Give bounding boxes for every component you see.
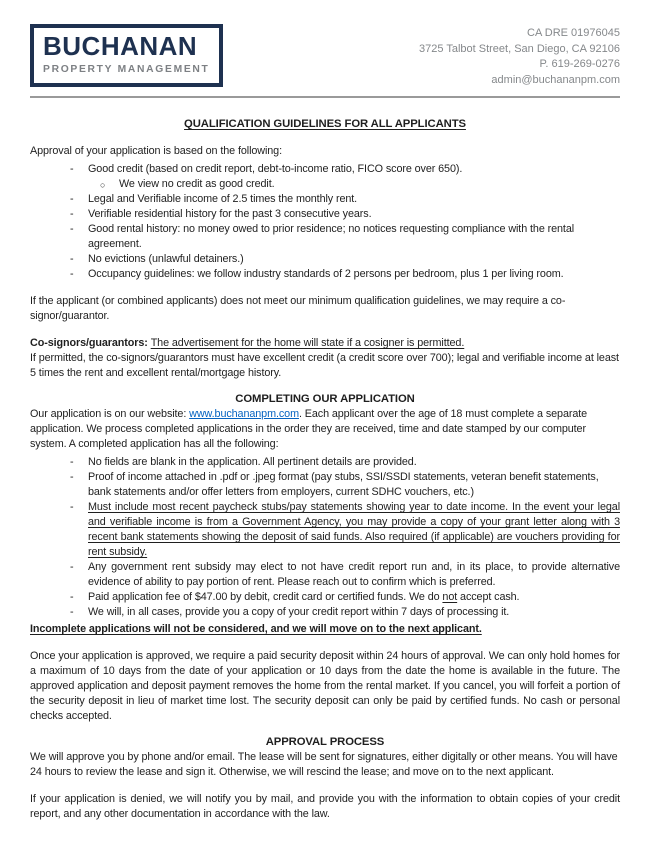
text-segment: . Each applicant over the age of 18 must complete a separate application. We process completed applications in the order they are received, time and date stamped by our computer system. A completed application has all the following: <box>30 408 588 450</box>
dash-bullet-icon: - <box>70 471 74 483</box>
text-segment: Our application is on our website: <box>30 408 190 420</box>
license-number: CA DRE 01976045 <box>527 27 620 39</box>
dash-bullet-icon: - <box>70 253 74 265</box>
text-segment: Paid application fee of $47.00 by debit, credit card or certified funds. We do <box>88 591 443 603</box>
list-item <box>30 267 620 282</box>
document-title: QUALIFICATION GUIDELINES FOR ALL APPLICANTS <box>184 118 466 130</box>
completing-application-heading: COMPLETING OUR APPLICATION <box>235 393 415 405</box>
security-deposit-paragraph: Once your application is approved, we require a paid security deposit within 24 hours of approval. We can only hold homes for a maximum of 10 days from the date of your application or 10 days from the date the home is available in the future. The approved application and deposit payment removes the home from the rental market. If you cancel, you will forfeit a portion of the security deposit in lieu of market time lost. The security deposit can only be paid by certified funds. No cash or personal checks accepted. <box>30 650 620 722</box>
list-item <box>30 252 620 267</box>
text-segment: accept cash. <box>457 591 520 603</box>
dash-bullet-icon: - <box>70 268 74 280</box>
list-item-text <box>88 162 620 177</box>
sub-list-item <box>30 177 620 192</box>
qualification-list <box>30 162 620 282</box>
completing-application-intro <box>30 407 620 452</box>
list-item-text <box>88 605 620 620</box>
list-item-text <box>119 177 620 192</box>
list-item <box>30 162 620 177</box>
text-segment: Occupancy guidelines: we follow industry standards of 2 persons per bedroom, plus 1 per living room. <box>88 268 564 280</box>
email-address: admin@buchananpm.com <box>491 73 620 86</box>
dash-bullet-icon: - <box>70 591 74 603</box>
circle-bullet-icon: ○ <box>100 180 106 190</box>
list-item-text <box>88 207 620 222</box>
list-item-text <box>88 590 620 605</box>
dash-bullet-icon: - <box>70 223 74 235</box>
list-item <box>30 590 620 605</box>
list-item-text <box>88 560 620 590</box>
list-item-text <box>88 222 620 252</box>
text-segment: Good credit (based on credit report, debt-to-income ratio, FICO score over 650). <box>88 163 463 175</box>
logo-company-name: BUCHANAN <box>43 31 198 61</box>
list-item <box>30 560 620 590</box>
dash-bullet-icon: - <box>70 501 74 513</box>
list-item-text <box>88 192 620 207</box>
list-item-text <box>88 455 620 470</box>
completing-application-list <box>30 455 620 620</box>
text-segment: Co-signors/guarantors: <box>30 337 151 349</box>
text-segment: We will, in all cases, provide you a copy of your credit report within 7 days of processing it. <box>88 606 510 618</box>
denial-notification-paragraph: If your application is denied, we will notify you by mail, and provide you with the information to obtain copies of your credit report, and any other documentation in accordance with the law. <box>30 793 620 820</box>
dash-bullet-icon: - <box>70 561 74 573</box>
text-segment: Must include most recent paycheck stubs/pay statements showing year to date income. In the event your legal and verifiable income is from a Government Agency, you may provide a copy of your grant letter along with 3 recent bank statements showing the deposit of said funds. Also required (if applicable) are vouchers providing for rent subsidy. <box>88 501 620 558</box>
text-segment: Any government rent subsidy may elect to not have credit report run and, in its place, to provide alternative evidence of ability to pay portion of rent. Please reach out to confirm which is preferred. <box>88 561 620 588</box>
contact-info <box>419 22 620 88</box>
dash-bullet-icon: - <box>70 193 74 205</box>
text-segment: Proof of income attached in .pdf or .jpeg format (pay stubs, SSI/SSDI statements, veteran benefit statements, bank statements and/or offer letters from employers, current SDHC vouchers, etc.) <box>88 471 599 498</box>
text-segment: Verifiable residential history for the past 3 consecutive years. <box>88 208 372 220</box>
letterhead <box>30 22 620 98</box>
text-segment: Legal and Verifiable income of 2.5 times the monthly rent. <box>88 193 358 205</box>
list-item <box>30 222 620 252</box>
text-segment: The advertisement for the home will state if a cosigner is permitted. <box>150 337 465 349</box>
list-item <box>30 605 620 620</box>
list-item <box>30 207 620 222</box>
dash-bullet-icon: - <box>70 163 74 175</box>
list-item-text <box>88 267 620 282</box>
dash-bullet-icon: - <box>70 208 74 220</box>
list-item <box>30 192 620 207</box>
cosigner-requirement-note: If the applicant (or combined applicants) does not meet our minimum qualification guidelines, we may require a co-signor/guarantor. <box>30 295 566 322</box>
logo-tagline: PROPERTY MANAGEMENT <box>43 64 210 75</box>
approval-process-heading: APPROVAL PROCESS <box>265 736 385 748</box>
approval-process-paragraph: We will approve you by phone and/or email. The lease will be sent for signatures, either digitally or other means. You will have 24 hours to review the lease and sign it. Otherwise, we will rescind the lease; and move on to the next applicant. <box>30 751 618 778</box>
website-link[interactable]: www.buchananpm.com <box>189 408 299 420</box>
phone-number: P. 619-269-0276 <box>539 58 620 70</box>
dash-bullet-icon: - <box>70 606 74 618</box>
list-item <box>30 470 620 500</box>
list-item-text <box>88 470 620 500</box>
list-item-text <box>88 252 620 267</box>
company-logo <box>30 24 223 87</box>
cosigner-policy-line <box>30 336 620 351</box>
dash-bullet-icon: - <box>70 456 74 468</box>
cosigner-credit-requirements: If permitted, the co-signors/guarantors must have excellent credit (a credit score over 700); legal and verifiable income at least 5 times the rent and excellent rental/mortgage history. <box>30 352 619 379</box>
text-segment: not <box>442 591 458 603</box>
approval-criteria-intro: Approval of your application is based on the following: <box>30 145 282 157</box>
list-item <box>30 455 620 470</box>
list-item-text <box>88 500 620 560</box>
text-segment: No evictions (unlawful detainers.) <box>88 253 244 265</box>
incomplete-applications-note: Incomplete applications will not be considered, and we will move on to the next applicant. <box>30 623 482 635</box>
street-address: 3725 Talbot Street, San Diego, CA 92106 <box>419 42 620 55</box>
text-segment: No fields are blank in the application. All pertinent details are provided. <box>88 456 417 468</box>
text-segment: Good rental history: no money owed to prior residence; no notices requesting compliance with the rental agreement. <box>88 223 575 250</box>
list-item <box>30 500 620 560</box>
text-segment: We view no credit as good credit. <box>119 178 275 190</box>
